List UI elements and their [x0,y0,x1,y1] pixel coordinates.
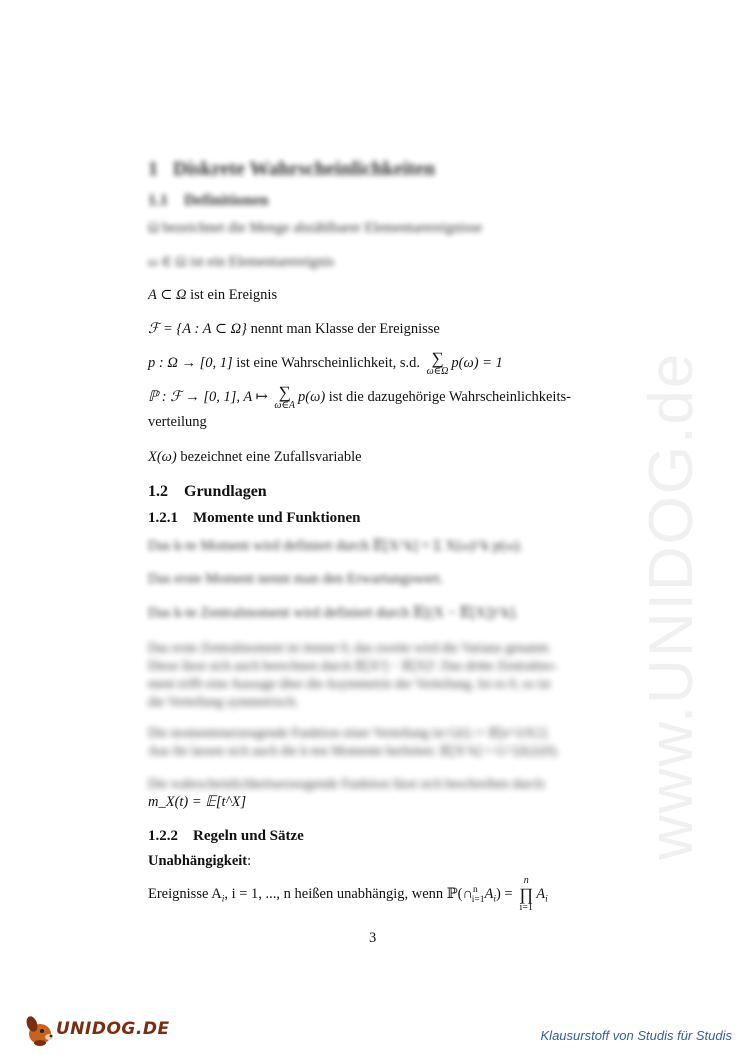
paragraph-expectation: Das erste Moment nennt man den Erwartungswert. [148,571,444,587]
independence-sub-2: i [493,894,496,905]
product-symbol: n ∏ i=1 [519,875,534,913]
subsubsection-heading-1-2-2 [148,828,304,845]
sum-symbol: ∑ ω∈Ω [426,349,449,377]
subsubsection-number: 1.2.1 [148,510,178,526]
subsection-heading-1-2 [148,483,267,501]
subsubsection-title: Momente und Funktionen [193,510,361,526]
definition-element: ω ∈ Ω ist ein Elementarereignis [148,254,335,270]
paragraph-variance-line-2: Diese lässt sich auch berechnen durch 𝔼[X²] − 𝔼[X]². Das dritte Zentralmo- [148,658,558,673]
definition-probability [148,350,503,377]
subsection-title: Grundlagen [184,483,267,500]
independence-statement [148,876,548,913]
class-text: nennt man Klasse der Ereignisse [246,321,440,337]
subsection-number: 1.2 [148,483,168,500]
subsubsection-heading-1-2-1 [148,510,361,527]
paragraph-pgf-line-1: Die wahrscheinlichkeitserzeugende Funktion lässt sich beschreiben durch: [148,776,547,791]
sum-symbol: ∑ ω∈A [274,383,295,411]
class-math: ℱ = {A : A ⊂ Ω} [148,321,247,337]
prod-sub: i [545,894,548,905]
footer-tagline: Klausurstoff von Studis für Studis [540,1028,732,1043]
section-heading-1 [148,158,435,181]
definition-distribution-cont: verteilung [148,414,207,430]
definition-distribution [148,384,571,411]
subsection-title: Definitionen [184,192,269,209]
independence-text: Ereignisse A [148,885,222,902]
paragraph-variance-line-3: ment trifft eine Aussage über die Asymmetrie der Verteilung. Ist es 0, so ist [148,676,551,691]
dist-sum-term: p(ω) [298,388,326,405]
rv-text: bezeichnet eine Zufallsvariable [176,449,362,465]
paragraph-k-moment: Das k-te Moment wird definiert durch 𝔼[X^k] = Σ X(ω)^k p(ω). [148,538,523,554]
prob-sum-term: p(ω) = 1 [451,354,503,371]
section-title: Diskrete Wahrscheinlichkeiten [173,158,436,180]
prob-text: ist eine Wahrscheinlichkeit, s.d. [232,354,424,371]
independence-heading [148,853,251,870]
subsubsection-title: Regeln und Sätze [193,828,304,844]
watermark: www.UNIDOG.de [637,351,706,860]
prod-lower: i=1 [519,902,533,913]
page-number: 3 [369,930,377,946]
prod-term: A [536,885,546,902]
prob-math: p : Ω → [0, 1] [148,354,233,371]
event-math: A ⊂ Ω [148,287,187,303]
subsubsection-number: 1.2.2 [148,828,178,844]
paragraph-mgf-line-2: Aus ihr lassen sich auch die k-ten Momente herleiten: 𝔼[X^k] = G^{(k)}(0). [148,743,560,758]
event-text: ist ein Ereignis [186,287,278,303]
prod-upper: n [523,875,529,886]
cap-sub: i=1 [471,894,485,905]
paragraph-variance-line-1: Das erste Zentralmoment ist immer 0, das zweite wird die Varianz genannt. [148,640,552,655]
independence-heading-text: Unabhängigkeit [148,853,248,869]
sum-lower: ω∈Ω [426,366,449,377]
rv-math: X(ω) [148,449,177,465]
subsection-heading-1-1 [148,192,268,210]
independence-A: A [484,885,494,902]
independence-text4: ) = [495,885,517,902]
definition-event [148,287,277,304]
definition-class [148,321,440,338]
pgf-formula: m_X(t) = 𝔼[t^X] [148,794,247,810]
independence-colon: : [247,853,252,869]
definition-random-variable [148,449,362,466]
independence-sub: i [221,894,225,905]
paragraph-central-moment: Das k-te Zentralmoment wird definiert durch 𝔼[(X − 𝔼[X])^k]. [148,605,519,621]
cap-sup: n [472,885,478,895]
subsection-number: 1.1 [148,192,168,209]
logo-text: UNIDOG.DE [56,1019,170,1039]
paragraph-variance-line-4: die Verteilung symmetrisch. [148,694,299,709]
section-number: 1 [148,158,158,180]
dist-math: ℙ : ℱ → [0, 1], A ↦ [148,388,272,405]
independence-text2: , i = 1, ..., n heißen unabhängig, wenn ℙ(∩ [224,885,473,902]
unidog-logo [22,1010,170,1050]
sum-lower: ω∈A [274,400,295,411]
definition-omega: Ω bezeichnet die Menge abzählbarer Elementarereignisse [148,220,483,236]
paragraph-mgf-line-1: Die momentenerzeugende Funktion einer Verteilung ist G(t) := 𝔼[e^{tX}]. [148,725,550,740]
dist-text: ist die dazugehörige Wahrscheinlichkeits- [325,388,571,405]
